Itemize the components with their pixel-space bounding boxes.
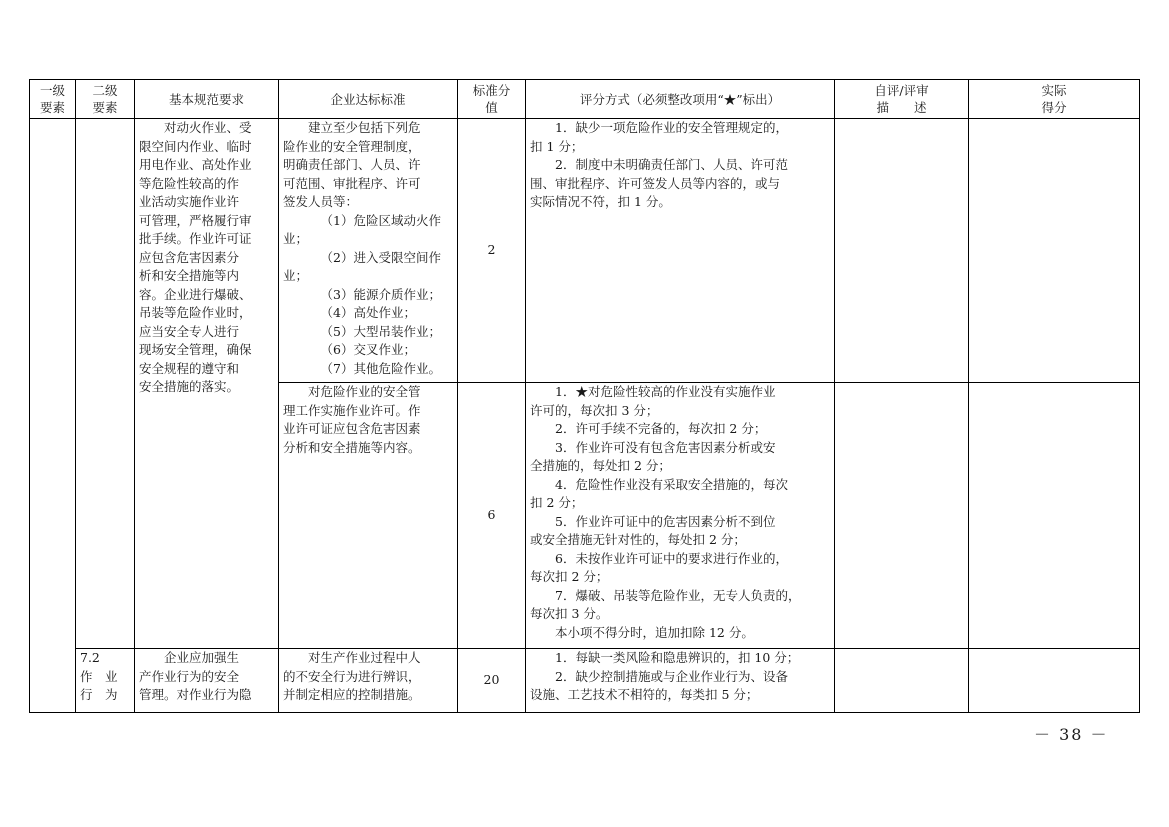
basic-requirement-cell: 企业应加强生 产作业行为的安全 管理。对作业行为隐: [135, 649, 279, 713]
self-review-cell: [835, 119, 969, 383]
standard-score-cell: 20: [458, 649, 526, 713]
level2-cell: 7.2 作 业 行 为: [76, 649, 135, 713]
header-level1: 一级 要素: [30, 80, 76, 119]
header-row: [30, 80, 1140, 119]
header-scoring-method: 评分方式（必须整改项用“★”标出）: [526, 80, 835, 119]
page-number: － 38 －: [1034, 725, 1109, 744]
standard-score-cell: 6: [458, 383, 526, 649]
header-actual-score: 实际 得分: [969, 80, 1140, 119]
table-row: [30, 649, 1140, 713]
standard-table: [29, 79, 1140, 713]
actual-score-cell: [969, 383, 1140, 649]
self-review-cell: [835, 383, 969, 649]
header-level2: 二级 要素: [76, 80, 135, 119]
actual-score-cell: [969, 649, 1140, 713]
self-review-cell: [835, 649, 969, 713]
header-basic-requirement: 基本规范要求: [135, 80, 279, 119]
level1-cell: [30, 119, 76, 713]
basic-requirement-cell: 对动火作业、受 限空间内作业、临时 用电作业、高处作业 等危险性较高的作 业活动实施作业许 可管理，严格履行审 批手续。作业许可证 应包含危害因素分 析和安全措施等内 容。企业进行爆破、 吊装等危险作业时， 应当安全专人进行 现场安全管理，确保 安全规程的遵守和 安全措施的落实。: [135, 119, 279, 649]
standard-score-cell: 2: [458, 119, 526, 383]
scoring-method-cell: 1．缺少一项危险作业的安全管理规定的， 扣 1 分； 2．制度中未明确责任部门、人员、许可范 围、审批程序、许可签发人员等内容的，或与 实际情况不符，扣 1 分。: [526, 119, 835, 383]
header-standard-score: 标准分 值: [458, 80, 526, 119]
enterprise-standard-cell: 对生产作业过程中人 的不安全行为进行辨识， 并制定相应的控制措施。: [279, 649, 458, 713]
level2-cell: [76, 119, 135, 649]
header-enterprise-standard: 企业达标标准: [279, 80, 458, 119]
scoring-method-cell: 1．★对危险性较高的作业没有实施作业 许可的，每次扣 3 分； 2．许可手续不完备的，每次扣 2 分； 3．作业许可没有包含危害因素分析或安 全措施的，每处扣 2 分； 4．危险性作业没有采取安全措施的，每次 扣 2 分； 5．作业许可证中的危害因素分析不到位 或安全措施无针对性的，每处扣 2 分； 6．未按作业许可证中的要求进行作业的， 每次扣 2 分； 7．爆破、吊装等危险作业，无专人负责的， 每次扣 3 分。 本小项不得分时，追加扣除 12 分。: [526, 383, 835, 649]
header-self-review: 自评/评审 描 述: [835, 80, 969, 119]
scoring-method-cell: 1．每缺一类风险和隐患辨识的，扣 10 分； 2．缺少控制措施或与企业作业行为、设备 设施、工艺技术不相符的，每类扣 5 分；: [526, 649, 835, 713]
table-row: [30, 119, 1140, 383]
enterprise-standard-cell: 对危险作业的安全管 理工作实施作业许可。作 业许可证应包含危害因素 分析和安全措施等内容。: [279, 383, 458, 649]
enterprise-standard-cell: 建立至少包括下列危 险作业的安全管理制度， 明确责任部门、人员、许 可范围、审批程序、许可 签发人员等： （1）危险区域动火作 业； （2）进入受限空间作 业； （3）能源介质作业； （4）高处作业； （5）大型吊装作业； （6）交叉作业； （7）其他危险作业。: [279, 119, 458, 383]
actual-score-cell: [969, 119, 1140, 383]
